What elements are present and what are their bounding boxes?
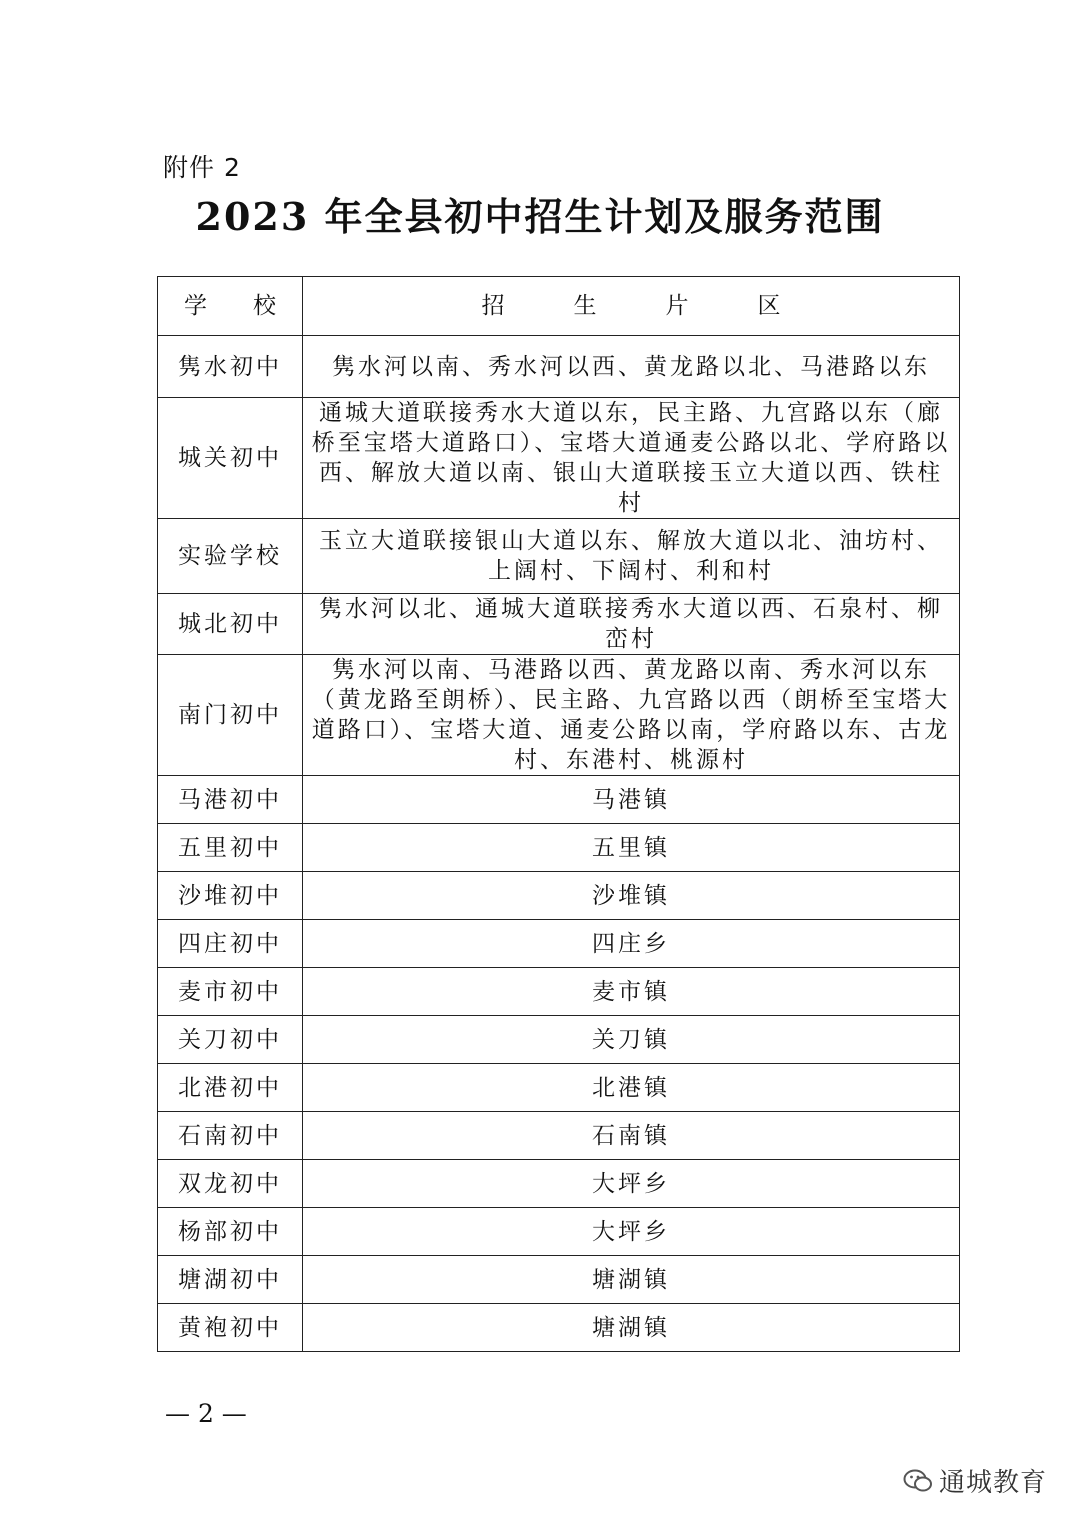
header-school: 学 校 [158,277,303,336]
table-row [158,968,960,1016]
table-row [158,1256,960,1304]
table-row [158,824,960,872]
header-area: 招 生 片 区 [303,277,960,336]
service-area: 马港镇 [303,776,960,824]
school-name: 五里初中 [158,824,303,872]
table-row [158,872,960,920]
watermark [903,1462,1047,1499]
school-name: 南门初中 [158,655,303,776]
attachment-label: 附件 2 [163,153,241,182]
school-name: 塘湖初中 [158,1256,303,1304]
service-area: 隽水河以北、通城大道联接秀水大道以西、石泉村、柳峦村 [303,594,960,655]
table-row [158,1208,960,1256]
school-name: 麦市初中 [158,968,303,1016]
table-row [158,1160,960,1208]
school-name: 北港初中 [158,1064,303,1112]
service-area: 塘湖镇 [303,1256,960,1304]
school-name: 四庄初中 [158,920,303,968]
service-area: 大坪乡 [303,1160,960,1208]
service-area: 关刀镇 [303,1016,960,1064]
school-name: 隽水初中 [158,336,303,398]
table-row [158,1304,960,1352]
table-row [158,1016,960,1064]
table-row [158,594,960,655]
watermark-text: 通城教育 [939,1468,1048,1498]
service-area: 四庄乡 [303,920,960,968]
school-name: 黄袍初中 [158,1304,303,1352]
table-row [158,1112,960,1160]
service-area: 通城大道联接秀水大道以东，民主路、九宫路以东（廊桥至宝塔大道路口）、宝塔大道通麦公路以北、学府路以西、解放大道以南、银山大道联接玉立大道以西、铁柱村 [303,398,960,519]
school-name: 沙堆初中 [158,872,303,920]
service-area: 玉立大道联接银山大道以东、解放大道以北、油坊村、上阔村、下阔村、利和村 [303,519,960,594]
table-row [158,519,960,594]
school-name: 马港初中 [158,776,303,824]
school-name: 双龙初中 [158,1160,303,1208]
table-row [158,398,960,519]
service-area: 大坪乡 [303,1208,960,1256]
school-name: 城关初中 [158,398,303,519]
table-row [158,1064,960,1112]
service-area: 五里镇 [303,824,960,872]
school-name: 杨部初中 [158,1208,303,1256]
table-header-row [158,277,960,336]
table-row [158,655,960,776]
school-name: 实验学校 [158,519,303,594]
service-area: 隽水河以南、秀水河以西、黄龙路以北、马港路以东 [303,336,960,398]
school-name: 城北初中 [158,594,303,655]
service-area: 北港镇 [303,1064,960,1112]
school-name: 关刀初中 [158,1016,303,1064]
service-area: 隽水河以南、马港路以西、黄龙路以南、秀水河以东（黄龙路至朗桥）、民主路、九宫路以西（朗桥至宝塔大道路口）、宝塔大道、通麦公路以南，学府路以东、古龙村、东港村、桃源村 [303,655,960,776]
school-name: 石南初中 [158,1112,303,1160]
service-area: 塘湖镇 [303,1304,960,1352]
document-title: 2023 年全县初中招生计划及服务范围 [195,194,885,239]
service-area: 沙堆镇 [303,872,960,920]
table-row [158,920,960,968]
page-number: — 2 — [165,1399,247,1428]
enrollment-table [157,276,960,1352]
table-row [158,336,960,398]
service-area: 石南镇 [303,1112,960,1160]
wechat-icon [903,1468,933,1494]
service-area: 麦市镇 [303,968,960,1016]
table-row [158,776,960,824]
